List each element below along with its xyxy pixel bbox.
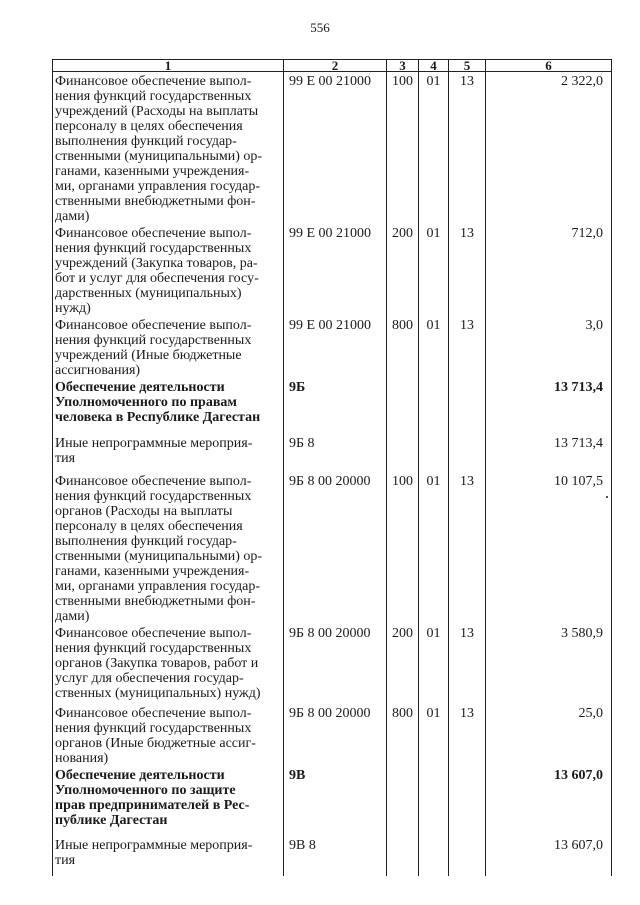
expense-name: Иные непрограммные мероприя- тия bbox=[53, 434, 284, 472]
section-code bbox=[419, 378, 449, 434]
amount: 712,0 bbox=[486, 224, 612, 316]
budget-code: 99 Е 00 21000 bbox=[284, 72, 387, 225]
column-header-3: 3 bbox=[387, 60, 419, 72]
section-code bbox=[419, 434, 449, 472]
page-number: 556 bbox=[310, 20, 330, 35]
expense-name: Финансовое обеспечение выпол- нения функций государственных учреждений (Иные бюджетные ассигнования) bbox=[53, 316, 284, 378]
budget-code: 9Б 8 00 20000 bbox=[284, 472, 387, 624]
budget-code: 9В bbox=[284, 766, 387, 836]
expense-type-code: 100 bbox=[387, 472, 419, 624]
amount: 13 713,4 bbox=[486, 434, 612, 472]
section-code: 01 bbox=[419, 472, 449, 624]
section-code bbox=[419, 836, 449, 876]
column-header-6: 6 bbox=[486, 60, 612, 72]
table-row bbox=[53, 472, 612, 624]
subsection-code: 13 bbox=[449, 472, 486, 624]
expense-type-code: 200 bbox=[387, 224, 419, 316]
column-header-5: 5 bbox=[449, 60, 486, 72]
header-row bbox=[53, 60, 612, 72]
expense-type-code: 800 bbox=[387, 704, 419, 766]
table-header bbox=[53, 60, 612, 72]
amount: 25,0 bbox=[486, 704, 612, 766]
subsection-code: 13 bbox=[449, 224, 486, 316]
table-row bbox=[53, 624, 612, 704]
expense-name: Финансовое обеспечение выпол- нения функций государственных органов (Расходы на выплаты персоналу в целях обеспечения выполнения функций государ- ственными (муниципальными) ор- ганами, казенными учреждения- ми, органами управления государ- ственными внебюджетными фон- дами) bbox=[53, 472, 284, 624]
table-row bbox=[53, 316, 612, 378]
section-code bbox=[419, 766, 449, 836]
table-row bbox=[53, 766, 612, 836]
table-row bbox=[53, 72, 612, 225]
table-row bbox=[53, 224, 612, 316]
expense-name: Финансовое обеспечение выпол- нения функций государственных органов (Иные бюджетные ассиг- нования) bbox=[53, 704, 284, 766]
amount: 13 607,0 bbox=[486, 766, 612, 836]
expense-type-code: 100 bbox=[387, 72, 419, 225]
amount: 13 607,0 bbox=[486, 836, 612, 876]
budget-code: 99 Е 00 21000 bbox=[284, 224, 387, 316]
table-row bbox=[53, 378, 612, 434]
expense-name: Обеспечение деятельности Уполномоченного по защите прав предпринимателей в Рес- публике Дагестан bbox=[53, 766, 284, 836]
expense-type-code bbox=[387, 766, 419, 836]
budget-table bbox=[52, 59, 612, 876]
budget-code: 9Б bbox=[284, 378, 387, 434]
scan-speck bbox=[606, 496, 608, 498]
expense-type-code bbox=[387, 378, 419, 434]
budget-code: 9Б 8 00 20000 bbox=[284, 704, 387, 766]
expense-type-code: 800 bbox=[387, 316, 419, 378]
amount: 3 580,9 bbox=[486, 624, 612, 704]
expense-type-code bbox=[387, 434, 419, 472]
subsection-code bbox=[449, 766, 486, 836]
section-code: 01 bbox=[419, 704, 449, 766]
subsection-code bbox=[449, 434, 486, 472]
column-header-1: 1 bbox=[53, 60, 284, 72]
budget-code: 9Б 8 00 20000 bbox=[284, 624, 387, 704]
column-header-4: 4 bbox=[419, 60, 449, 72]
amount: 2 322,0 bbox=[486, 72, 612, 225]
expense-name: Финансовое обеспечение выпол- нения функций государственных учреждений (Закупка товаров, ра- бот и услуг для обеспечения госу- дарственных (муниципальных) нужд) bbox=[53, 224, 284, 316]
section-code: 01 bbox=[419, 72, 449, 225]
subsection-code: 13 bbox=[449, 316, 486, 378]
expense-name: Финансовое обеспечение выпол- нения функций государственных органов (Закупка товаров, работ и услуг для обеспечения государ- ственных (муниципальных) нужд) bbox=[53, 624, 284, 704]
expense-name: Иные непрограммные мероприя- тия bbox=[53, 836, 284, 876]
expense-name: Обеспечение деятельности Уполномоченного по правам человека в Республике Дагестан bbox=[53, 378, 284, 434]
expense-type-code bbox=[387, 836, 419, 876]
section-code: 01 bbox=[419, 624, 449, 704]
subsection-code: 13 bbox=[449, 72, 486, 225]
expense-type-code: 200 bbox=[387, 624, 419, 704]
amount: 3,0 bbox=[486, 316, 612, 378]
budget-code: 9Б 8 bbox=[284, 434, 387, 472]
budget-code: 9В 8 bbox=[284, 836, 387, 876]
table-body bbox=[53, 72, 612, 877]
amount: 13 713,4 bbox=[486, 378, 612, 434]
section-code: 01 bbox=[419, 224, 449, 316]
subsection-code: 13 bbox=[449, 704, 486, 766]
amount: 10 107,5 bbox=[486, 472, 612, 624]
table-row bbox=[53, 434, 612, 472]
budget-code: 99 Е 00 21000 bbox=[284, 316, 387, 378]
section-code: 01 bbox=[419, 316, 449, 378]
expense-name: Финансовое обеспечение выпол- нения функций государственных учреждений (Расходы на выплаты персоналу в целях обеспечения выполнения функций государ- ственными (муниципальными) ор- ганами, казенными учреждения- ми, органами управления государ- ственными внебюджетными фон- дами) bbox=[53, 72, 284, 225]
column-header-2: 2 bbox=[284, 60, 387, 72]
subsection-code: 13 bbox=[449, 624, 486, 704]
subsection-code bbox=[449, 378, 486, 434]
table-row bbox=[53, 704, 612, 766]
table-row bbox=[53, 836, 612, 876]
subsection-code bbox=[449, 836, 486, 876]
